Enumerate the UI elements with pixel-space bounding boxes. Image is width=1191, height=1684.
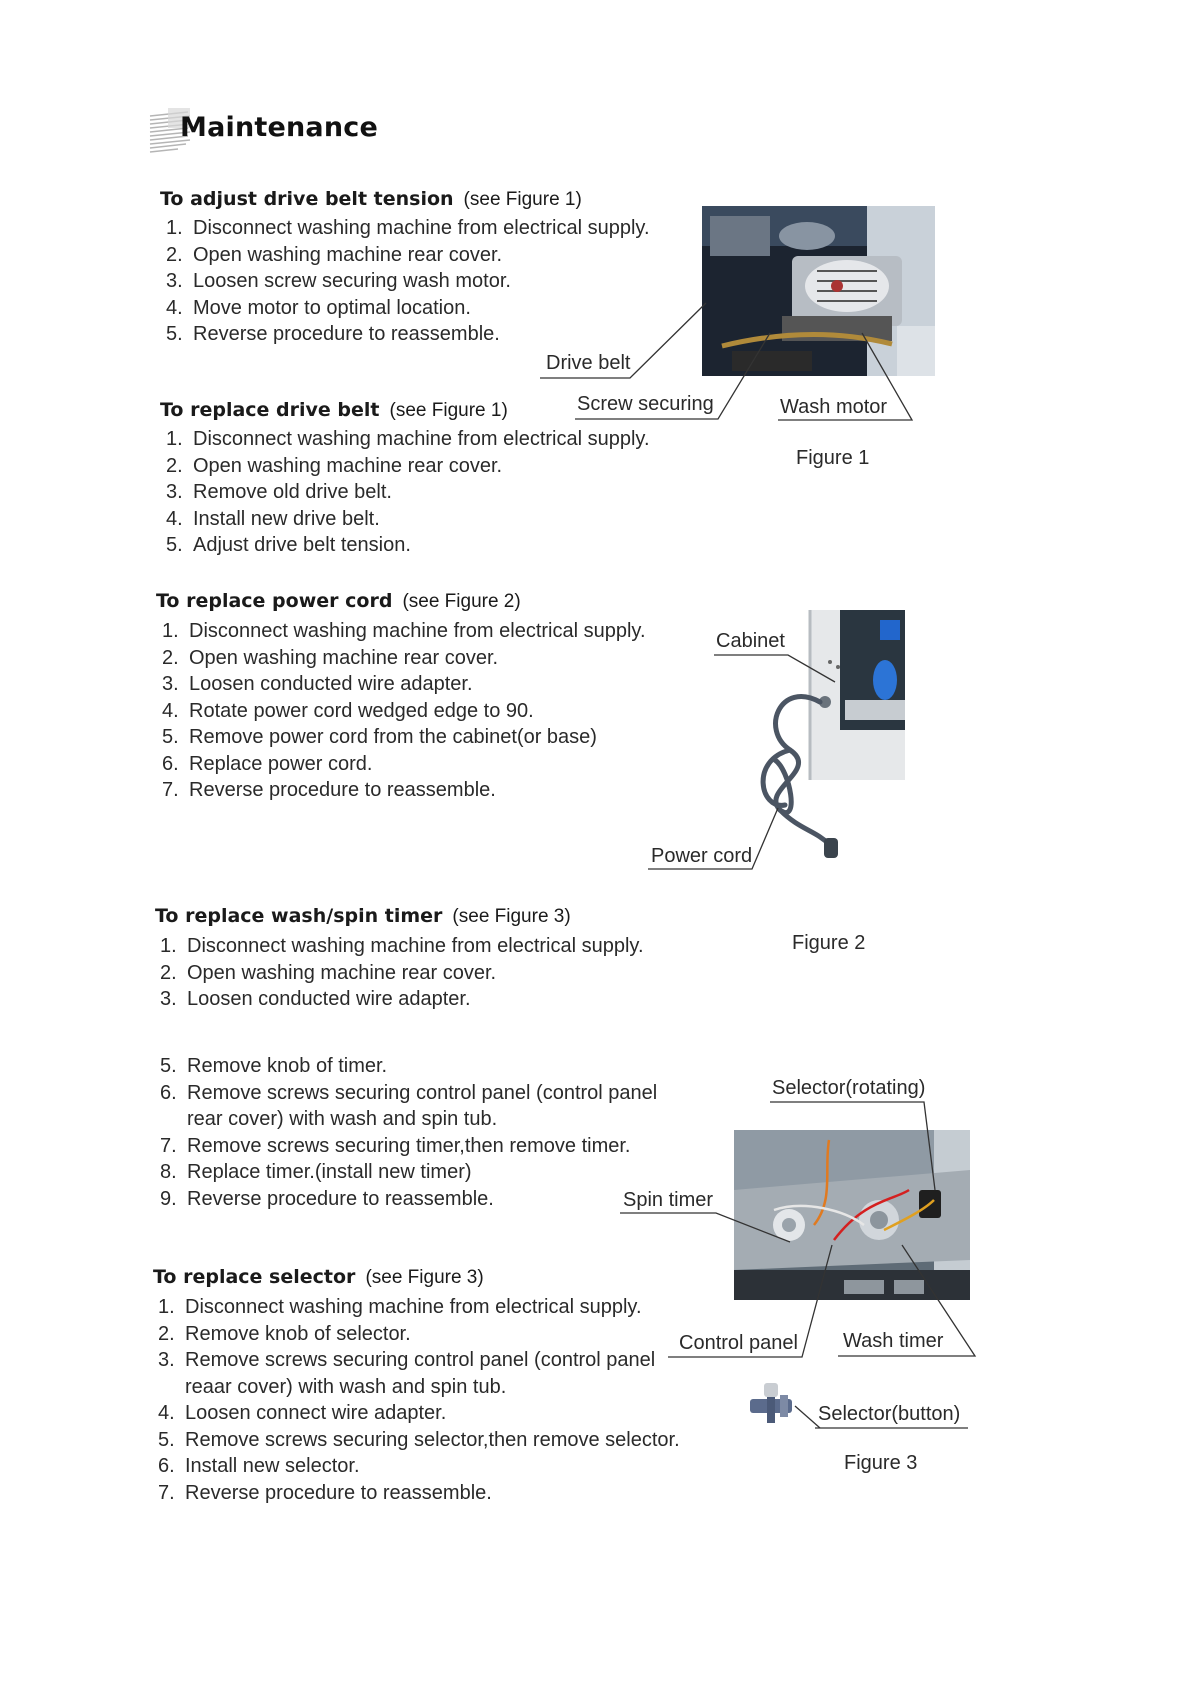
step-item <box>158 1427 698 1454</box>
step-number: 1. <box>158 1296 175 1318</box>
label-control-panel: Control panel <box>679 1332 798 1354</box>
step-text: Adjust drive belt tension. <box>193 534 411 556</box>
figure3-caption: Figure 3 <box>844 1452 918 1474</box>
step-text: Reverse procedure to reassemble. <box>185 1481 492 1504</box>
step-number: 5. <box>162 726 179 748</box>
step-text: Loosen connect wire adapter. <box>185 1402 447 1424</box>
selector-button-icon <box>750 1383 798 1425</box>
step-text: Install new drive belt. <box>193 507 380 530</box>
step-number: 2. <box>158 1322 175 1345</box>
step-number: 4. <box>166 296 183 319</box>
figure1-photo <box>702 206 935 376</box>
step-text: Remove old drive belt. <box>193 481 392 503</box>
step-text: Replace timer.(install new timer) <box>187 1161 472 1183</box>
label-wash-timer: Wash timer <box>843 1330 944 1352</box>
step-text: Disconnect washing machine from electrical supply. <box>185 1296 642 1318</box>
step-number: 6. <box>162 752 179 775</box>
label-drive-belt: Drive belt <box>546 352 631 374</box>
step-number: 5. <box>158 1428 175 1451</box>
step-item <box>166 426 686 453</box>
step-text: Remove screws securing selector,then remove selector. <box>185 1428 680 1451</box>
step-text: Reverse procedure to reassemble. <box>193 323 500 345</box>
step-text: Loosen conducted wire adapter. <box>187 988 471 1010</box>
step-number: 4. <box>158 1402 175 1424</box>
step-text: Reverse procedure to reassemble. <box>187 1187 494 1210</box>
step-number: 7. <box>162 779 179 801</box>
step-text: Replace power cord. <box>189 752 373 775</box>
step-item <box>162 751 682 778</box>
step-text: Remove power cord from the cabinet(or base) <box>189 726 597 748</box>
step-text: Open washing machine rear cover. <box>193 243 503 266</box>
steps-selector <box>158 1294 698 1506</box>
step-item <box>166 453 686 480</box>
step-number: 3. <box>158 1349 175 1371</box>
step-text: Open washing machine rear cover. <box>189 646 499 669</box>
step-number: 2. <box>166 243 183 266</box>
step-text: Remove knob of selector. <box>185 1322 411 1345</box>
step-number: 6. <box>160 1081 177 1104</box>
step-number: 2. <box>162 646 179 669</box>
step-item <box>160 1080 675 1133</box>
step-number: 4. <box>166 507 183 530</box>
step-text: Install new selector. <box>185 1455 360 1477</box>
steps-adjust-belt <box>166 215 686 348</box>
step-number: 4. <box>162 699 179 722</box>
figure2-caption: Figure 2 <box>792 932 866 954</box>
step-number: 3. <box>166 481 183 503</box>
step-text: Remove knob of timer. <box>187 1055 388 1077</box>
step-item <box>158 1453 698 1480</box>
section-heading-power-cord: To replace power cord (see Figure 2) <box>156 590 521 612</box>
step-item <box>166 479 686 506</box>
step-item <box>166 321 686 348</box>
steps-power-cord <box>162 618 682 804</box>
step-item <box>166 532 686 559</box>
step-item <box>160 1133 675 1160</box>
step-item <box>160 986 680 1013</box>
label-power-cord: Power cord <box>651 845 753 867</box>
label-wash-motor: Wash motor <box>780 396 888 418</box>
step-number: 5. <box>166 323 183 345</box>
step-number: 3. <box>160 988 177 1010</box>
step-text: Disconnect washing machine from electrical supply. <box>193 428 650 450</box>
step-item <box>158 1347 698 1400</box>
step-number: 1. <box>166 217 183 239</box>
step-number: 1. <box>160 935 177 957</box>
step-text: Disconnect washing machine from electrical supply. <box>189 620 646 642</box>
step-text: Remove screws securing timer,then remove timer. <box>187 1134 631 1157</box>
label-cabinet: Cabinet <box>716 630 785 652</box>
step-number: 3. <box>166 270 183 292</box>
step-item <box>166 215 686 242</box>
step-number: 6. <box>158 1455 175 1477</box>
step-text: Open washing machine rear cover. <box>193 454 503 477</box>
step-text: Loosen screw securing wash motor. <box>193 270 511 292</box>
step-item <box>162 618 682 645</box>
label-screw-securing: Screw securing <box>577 393 714 415</box>
label-selector-button: Selector(button) <box>818 1403 961 1425</box>
step-item <box>166 295 686 322</box>
step-text: Open washing machine rear cover. <box>187 961 497 984</box>
page-title: Maintenance <box>180 112 378 143</box>
step-text: Move motor to optimal location. <box>193 296 471 319</box>
step-number: 1. <box>166 428 183 450</box>
step-text: Loosen conducted wire adapter. <box>189 673 473 695</box>
figure3-photo <box>734 1130 970 1300</box>
step-number: 5. <box>166 534 183 556</box>
step-item <box>166 268 686 295</box>
steps-timer-b <box>160 1053 675 1212</box>
step-text: Disconnect washing machine from electrical supply. <box>187 935 644 957</box>
step-number: 2. <box>166 454 183 477</box>
label-spin-timer: Spin timer <box>623 1189 714 1211</box>
step-number: 3. <box>162 673 179 695</box>
step-item <box>158 1294 698 1321</box>
step-item <box>162 698 682 725</box>
section-heading-timer: To replace wash/spin timer (see Figure 3) <box>155 905 571 927</box>
step-number: 8. <box>160 1161 177 1183</box>
step-text: Rotate power cord wedged edge to 90. <box>189 699 534 722</box>
step-item <box>158 1480 698 1507</box>
step-item <box>162 777 682 804</box>
step-number: 7. <box>160 1134 177 1157</box>
step-item <box>166 506 686 533</box>
figure1-caption: Figure 1 <box>796 447 870 469</box>
step-text: Remove screws securing control panel (control panel rear cover) with wash and spin tub. <box>187 1081 658 1130</box>
step-text: Disconnect washing machine from electrical supply. <box>193 217 650 239</box>
step-item <box>162 724 682 751</box>
step-number: 5. <box>160 1055 177 1077</box>
step-number: 7. <box>158 1481 175 1504</box>
section-heading-selector: To replace selector (see Figure 3) <box>153 1266 484 1288</box>
step-text: Remove screws securing control panel (control panel reaar cover) with wash and spin tub. <box>185 1349 656 1398</box>
step-item <box>160 960 680 987</box>
step-item <box>160 933 680 960</box>
label-selector-rotating: Selector(rotating) <box>772 1077 926 1099</box>
step-number: 9. <box>160 1187 177 1210</box>
step-item <box>158 1400 698 1427</box>
step-item <box>160 1186 675 1213</box>
step-item <box>162 671 682 698</box>
step-item <box>160 1159 675 1186</box>
step-item <box>166 242 686 269</box>
step-item <box>162 645 682 672</box>
steps-replace-belt <box>166 426 686 559</box>
step-number: 2. <box>160 961 177 984</box>
step-number: 1. <box>162 620 179 642</box>
section-heading-replace-belt: To replace drive belt (see Figure 1) <box>160 399 508 421</box>
steps-timer-a <box>160 933 680 1013</box>
step-item <box>158 1321 698 1348</box>
step-item <box>160 1053 675 1080</box>
step-text: Reverse procedure to reassemble. <box>189 779 496 801</box>
section-heading-adjust-belt: To adjust drive belt tension (see Figure 1) <box>160 188 582 210</box>
